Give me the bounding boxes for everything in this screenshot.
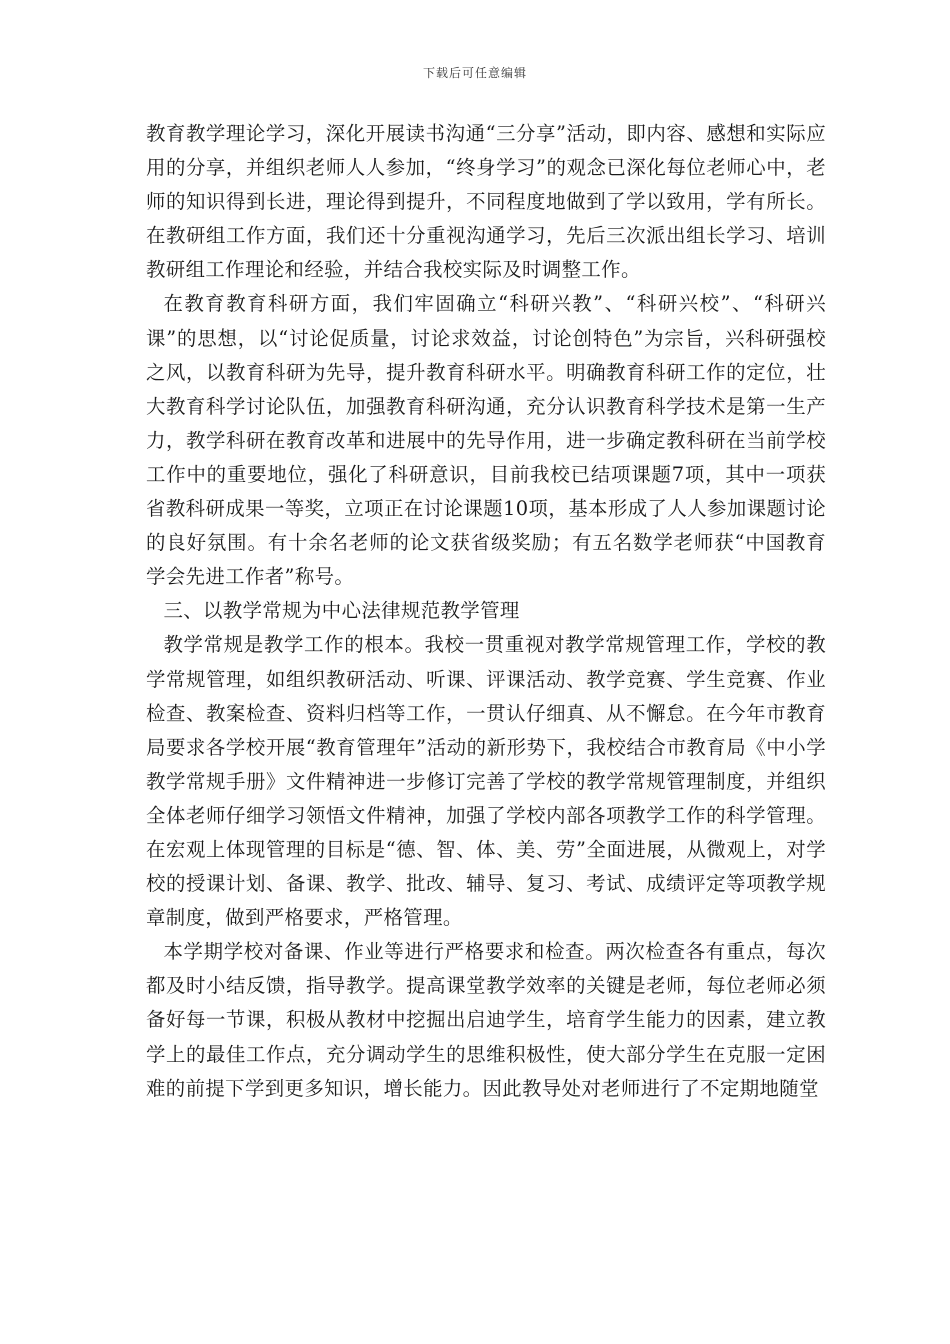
paragraph-continuation: 教育教学理论学习，深化开展读书沟通“三分享”活动，即内容、感想和实际应用的分享，并组织老师人人参加，“终身学习”的观念已深化每位老师心中，老师的知识得到长进，理论得到提升，不同程度地做到了学以致用，学有所长。在教研组工作方面，我们还十分重视沟通学习，先后三次派出组长学习、培训教研组工作理论和经验，并结合我校实际及时调整工作。 (146, 122, 826, 282)
document-body (146, 117, 826, 1106)
page-header: 下载后可任意编辑 (422, 66, 527, 80)
paragraph-semester: 本学期学校对备课、作业等进行严格要求和检查。两次检查各有重点，每次都及时小结反馈，指导教学。提高课堂教学效率的关键是老师，每位老师必须备好每一节课，积极从教材中挖掘出启迪学生，培育学生能力的因素，建立教学上的最佳工作点，充分调动学生的思维积极性，使大部分学生在克服一定困难的前提下学到更多知识，增长能力。因此教导处对老师进行了不定期地随堂 (146, 940, 826, 1100)
paragraph-research: 在教育教育科研方面，我们牢固确立“科研兴教”、“科研兴校”、“科研兴课”的思想，以“讨论促质量，讨论求效益，讨论创特色”为宗旨，兴科研强校之风，以教育科研为先导，提升教育科研水平。明确教育科研工作的定位，壮大教育科学讨论队伍，加强教育科研沟通，充分认识教育科学技术是第一生产力，教学科研在教育改革和进展中的先导作用，进一步确定教科研在当前学校工作中的重要地位，强化了科研意识，目前我校已结项课题7项，其中一项获省教科研成果一等奖，立项正在讨论课题10项，基本形成了人人参加课题讨论的良好氛围。有十余名老师的论文获省级奖励；有五名数学老师获“中国教育学会先进工作者”称号。 (146, 292, 826, 589)
paragraph-routine: 教学常规是教学工作的根本。我校一贯重视对教学常规管理工作，学校的教学常规管理，如组织教研活动、听课、评课活动、教学竞赛、学生竞赛、作业检查、教案检查、资料归档等工作，一贯认仔细真、从不懈怠。在今年市教育局要求各学校开展“教育管理年”活动的新形势下，我校结合市教育局《中小学教学常规手册》文件精神进一步修订完善了学校的教学常规管理制度，并组织全体老师仔细学习领悟文件精神，加强了学校内部各项教学工作的科学管理。在宏观上体现管理的目标是“德、智、体、美、劳”全面进展，从微观上，对学校的授课计划、备课、教学、批改、辅导、复习、考试、成绩评定等项教学规章制度，做到严格要求，严格管理。 (146, 633, 826, 930)
section-heading: 三、以教学常规为中心法律规范教学管理 (163, 599, 520, 623)
